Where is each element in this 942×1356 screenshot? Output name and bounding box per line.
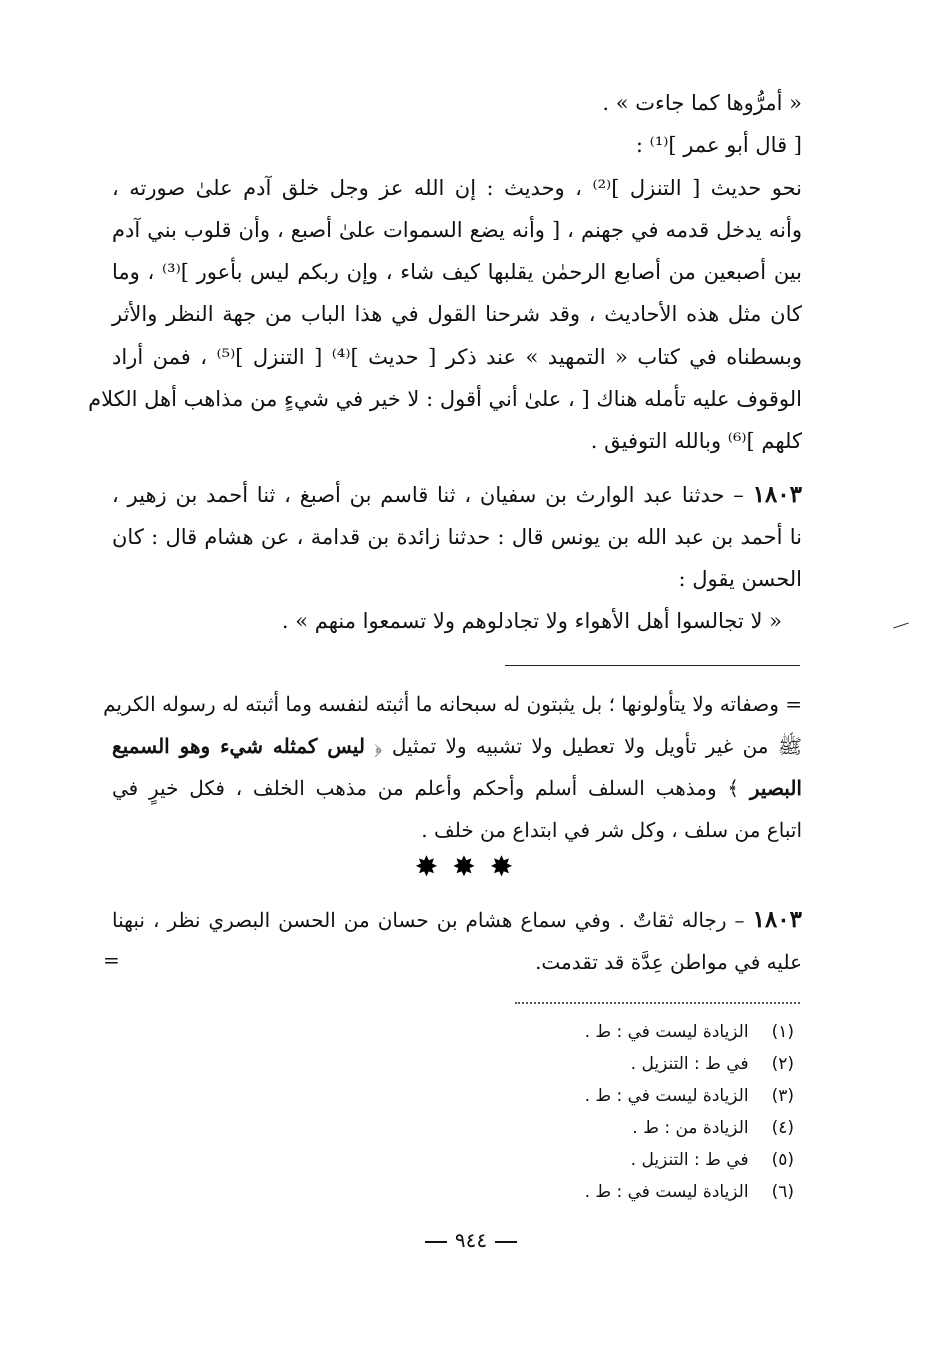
footnote-item bbox=[494, 1048, 794, 1080]
footnotes-separator bbox=[515, 1002, 800, 1004]
footnote-number: (٦) bbox=[771, 1182, 794, 1202]
hadith-line bbox=[112, 473, 802, 517]
footnote-item bbox=[494, 1016, 794, 1048]
continuation-mark: = bbox=[103, 948, 120, 972]
footnote-item bbox=[494, 1176, 794, 1208]
footnote-text: الزيادة ليست في : ط . bbox=[584, 1022, 749, 1042]
commentary-line: اتباع من سلف ، وكل شر في ابتداع من خلف . bbox=[421, 818, 802, 842]
body-line: بين أصبعين من أصابع الرحمٰن يقلبها كيف شاء ، وإن ربكم ليس بأعور ]⁽³⁾ ، وما bbox=[112, 260, 802, 284]
quran-verse: البصير bbox=[749, 776, 802, 800]
page-number bbox=[0, 1228, 942, 1252]
footnote-text: الزيادة ليست في : ط . bbox=[584, 1182, 749, 1202]
body-line: وأنه يدخل قدمه في جهنم ، [ وأنه يضع السموات علىٰ أصبع ، وأن قلوب بني آدم bbox=[112, 218, 802, 242]
footnote-separator bbox=[505, 665, 800, 666]
body-line: كان مثل هذه الأحاديث ، وقد شرحنا القول في هذا الباب من جهة النظر والأثر bbox=[112, 302, 802, 326]
footnote-number: (٥) bbox=[771, 1150, 794, 1170]
page-number-value: ٩٤٤ bbox=[454, 1228, 488, 1252]
hadith-quote: « لا تجالسوا أهل الأهواء ولا تجادلوهم ولا تسمعوا منهم » . bbox=[281, 609, 782, 633]
note-line: عليه في مواطن عِدَّة قد تقدمت. bbox=[535, 950, 802, 974]
footnote-item bbox=[494, 1144, 794, 1176]
hadith-line: الحسن يقول : bbox=[678, 567, 802, 591]
note-number: ١٨٠٣ bbox=[752, 906, 802, 933]
hadith-line: نا أحمد بن عبد الله بن يونس قال : حدثنا زائدة بن قدامة ، عن هشام قال : كان bbox=[112, 525, 802, 549]
commentary-line: = وصفاته ولا يتأولونها ؛ بل يثبتون له سبحانه ما أثبته لنفسه وما أثبته له رسوله الكريم bbox=[103, 692, 802, 716]
body-line: كلهم ]⁽⁶⁾ وبالله التوفيق . bbox=[590, 429, 802, 453]
footnote-number: (٤) bbox=[771, 1118, 794, 1138]
dash-right bbox=[425, 1241, 447, 1243]
footnote-text: الزيادة ليست في : ط . bbox=[584, 1086, 749, 1106]
footnote-item bbox=[494, 1112, 794, 1144]
commentary-line bbox=[112, 724, 802, 768]
note-text: – رجاله ثقاتٌ . وفي سماع هشام بن حسان من الحسن البصري نظر ، نبهنا bbox=[112, 908, 745, 932]
commentary-line bbox=[112, 766, 802, 810]
body-line: [ قال أبو عمر ]⁽¹⁾ : bbox=[635, 133, 802, 157]
hadith-number: ١٨٠٣ bbox=[752, 481, 802, 508]
hadith-text: – حدثنا عبد الوارث بن سفيان ، ثنا قاسم بن أصبغ ، ثنا أحمد بن زهير ، bbox=[112, 483, 744, 507]
footnote-number: (١) bbox=[771, 1022, 794, 1042]
footnote-item bbox=[494, 1080, 794, 1112]
commentary-text: ﷺ من غير تأويل ولا تعطيل ولا تشبيه ولا تمثيل ﴿ bbox=[374, 734, 803, 758]
quran-verse: ليس كمثله شيء وهو السميع bbox=[112, 734, 365, 758]
margin-mark bbox=[893, 623, 909, 629]
footnote-number: (٣) bbox=[771, 1086, 794, 1106]
star-separator: ✸✸✸ bbox=[414, 850, 528, 883]
body-line: الوقوف عليه تأمله هناك [ ، علىٰ أني أقول : لا خير في شيءٍ من مذاهب أهل الكلام bbox=[88, 387, 802, 411]
dash-left bbox=[495, 1241, 517, 1243]
body-line: نحو حديث [ التنزل ]⁽²⁾ ، وحديث : إن الله عز وجل خلق آدم علىٰ صورته ، bbox=[112, 176, 802, 200]
commentary-text: ﴾ ومذهب السلف أسلم وأحكم وأعلم من مذهب الخلف ، فكل خيرٍ في bbox=[112, 776, 740, 800]
footnote-text: في ط : التنزيل . bbox=[630, 1054, 749, 1074]
footnote-number: (٢) bbox=[771, 1054, 794, 1074]
body-line: « أمرُّوها كما جاءت » . bbox=[602, 91, 802, 115]
body-line: وبسطناه في كتاب « التمهيد » عند ذكر [ حديث ]⁽⁴⁾ [ التنزل ]⁽⁵⁾ ، فمن أراد bbox=[112, 345, 802, 369]
footnote-text: الزيادة من : ط . bbox=[632, 1118, 749, 1138]
footnote-text: في ط : التنزيل . bbox=[630, 1150, 749, 1170]
note-line bbox=[112, 898, 802, 942]
